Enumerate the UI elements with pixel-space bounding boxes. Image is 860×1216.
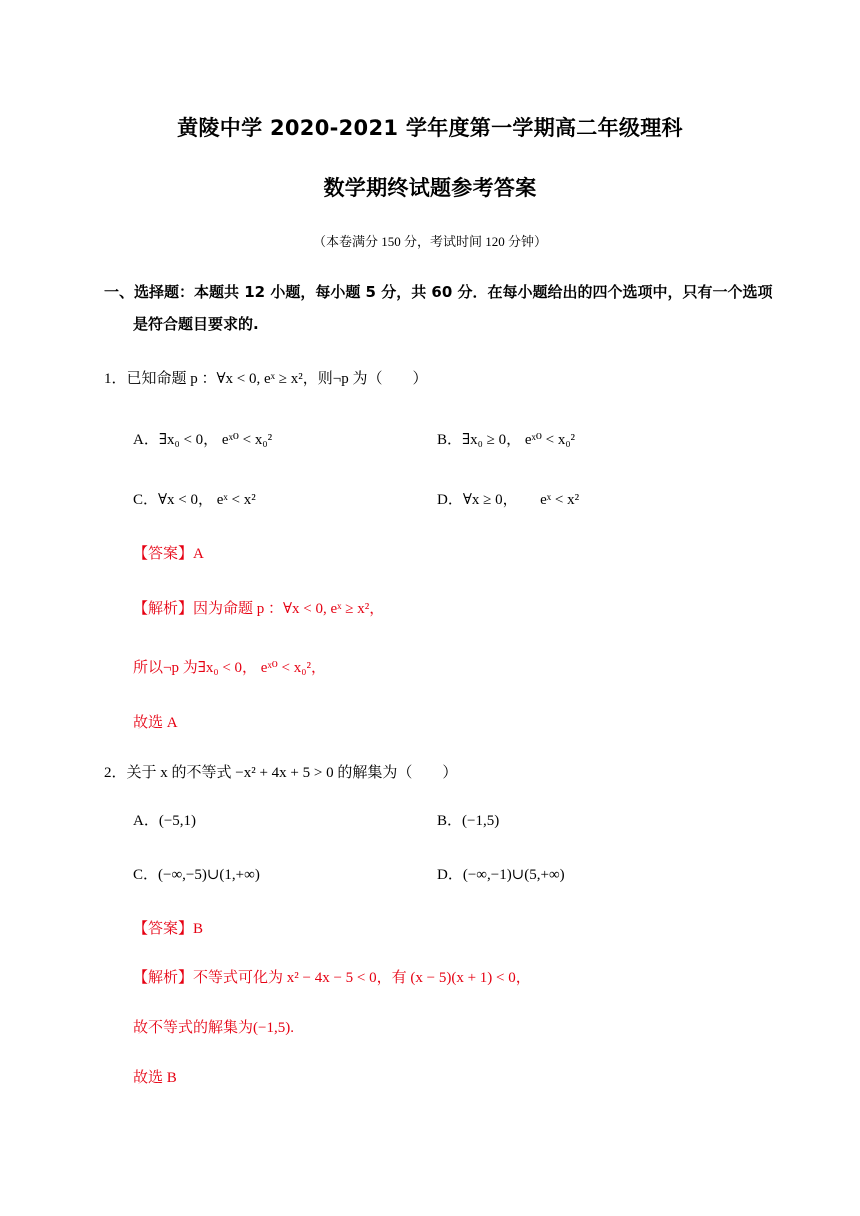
question-2-option-d: D．(−∞,−1)∪(5,+∞) <box>437 867 565 883</box>
question-2-stem: 2．关于 x 的不等式 −x² + 4x + 5 > 0 的解集为（ ） <box>104 765 458 781</box>
question-1-answer: 【答案】A <box>133 546 204 562</box>
question-2-answer: 【答案】B <box>133 921 204 937</box>
question-1-analysis-line2: 所以¬p 为∃x₀ < 0， eˣ⁰ < x₀²， <box>133 660 326 676</box>
question-1-conclusion: 故选 A <box>133 715 178 731</box>
exam-note: （本卷满分 150 分，考试时间 120 分钟） <box>312 234 547 249</box>
question-1-option-a: A．∃x₀ < 0， eˣ⁰ < x₀² <box>133 432 273 448</box>
question-2-analysis-line1: 【解析】不等式可化为 x² − 4x − 5 < 0，有 (x − 5)(x + 1) < 0， <box>133 970 531 986</box>
question-2-conclusion: 故选 B <box>133 1070 177 1086</box>
question-2-option-a: A．(−5,1) <box>133 813 197 829</box>
question-2-analysis-line2: 故不等式的解集为(−1,5). <box>133 1020 294 1036</box>
question-1-stem: 1．已知命题 p ：∀x < 0, eˣ ≥ x²，则¬p 为（ ） <box>104 371 428 387</box>
question-2-option-c: C．(−∞,−5)∪(1,+∞) <box>133 867 260 883</box>
page-title-line1: 黄陵中学 2020-2021 学年度第一学期高二年级理科 <box>177 116 683 140</box>
question-2-option-b: B．(−1,5) <box>437 813 500 829</box>
question-1-option-b: B．∃x₀ ≥ 0， eˣ⁰ < x₀² <box>437 432 576 448</box>
question-1-option-d: D．∀x ≥ 0， eˣ < x² <box>437 492 580 508</box>
question-1-analysis-line1: 【解析】因为命题 p ：∀x < 0, eˣ ≥ x²， <box>133 601 385 617</box>
page-title-line2: 数学期终试题参考答案 <box>323 176 537 200</box>
question-1-option-c: C．∀x < 0， eˣ < x² <box>133 492 256 508</box>
section-heading-line2: 是符合题目要求的. <box>133 315 259 333</box>
section-heading-line1: 一、选择题：本题共 12 小题，每小题 5 分，共 60 分．在每小题给出的四个选项中，只有一个选项 <box>104 283 773 301</box>
